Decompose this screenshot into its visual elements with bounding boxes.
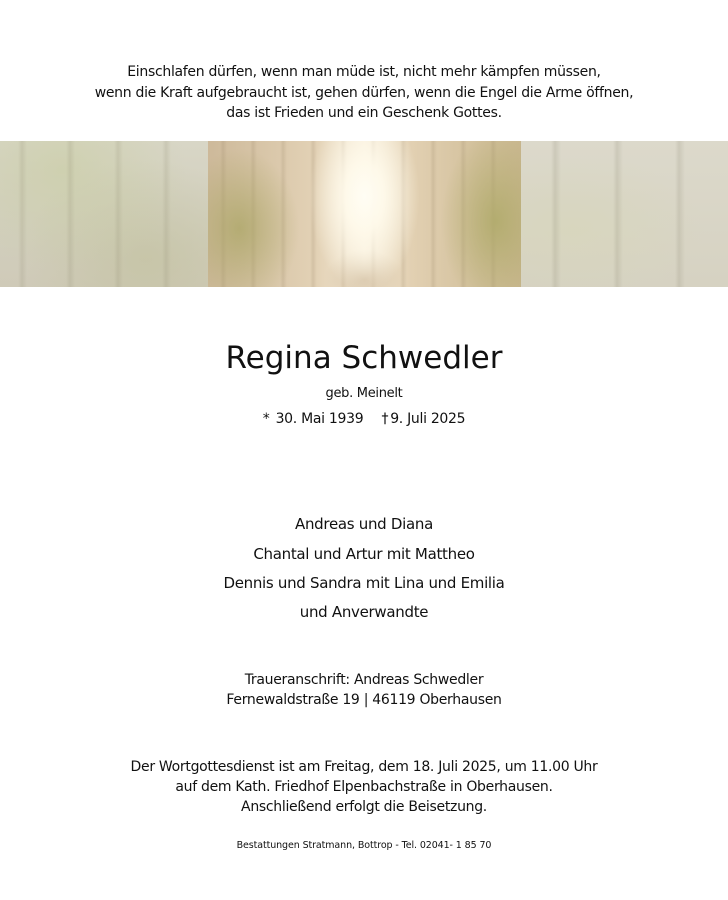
- mourning-address-street: Fernewaldstraße 19 | 46119 Oberhausen: [226, 692, 502, 708]
- forest-banner-image: [0, 141, 728, 287]
- maiden-name: geb. Meinelt: [325, 386, 403, 401]
- death-date: 9. Juli 2025: [390, 411, 466, 427]
- verse-line-1: Einschlafen dürfen, wenn man müde ist, nicht mehr kämpfen müssen,: [127, 64, 601, 80]
- mourner-line-4: und Anverwandte: [299, 603, 429, 621]
- funeral-home-footer: Bestattungen Stratmann, Bottrop - Tel. 02041- 1 85 70: [236, 840, 492, 851]
- service-line-1: Der Wortgottesdienst ist am Freitag, dem 18. Juli 2025, um 11.00 Uhr: [130, 759, 598, 775]
- mourner-line-1: Andreas und Diana: [295, 515, 433, 533]
- deceased-name: Regina Schwedler: [225, 340, 503, 376]
- forest-right-panel: [521, 141, 728, 287]
- mourning-address-name: Traueranschrift: Andreas Schwedler: [244, 672, 484, 688]
- life-dates: [0, 411, 728, 427]
- service-line-3: Anschließend erfolgt die Beisetzung.: [241, 799, 487, 815]
- forest-path-center-panel: [208, 141, 521, 287]
- birth-star-icon: *: [262, 411, 270, 427]
- mourner-line-3: Dennis und Sandra mit Lina und Emilia: [223, 574, 505, 592]
- verse-line-2: wenn die Kraft aufgebraucht ist, gehen dürfen, wenn die Engel die Arme öffnen,: [94, 85, 634, 101]
- mourner-line-2: Chantal und Artur mit Mattheo: [253, 545, 475, 563]
- birth-date: 30. Mai 1939: [275, 411, 364, 427]
- death-cross-icon: †: [381, 411, 389, 427]
- verse-line-3: das ist Frieden und ein Geschenk Gottes.: [226, 105, 502, 121]
- forest-left-panel: [0, 141, 208, 287]
- service-line-2: auf dem Kath. Friedhof Elpenbachstraße in Oberhausen.: [175, 779, 553, 795]
